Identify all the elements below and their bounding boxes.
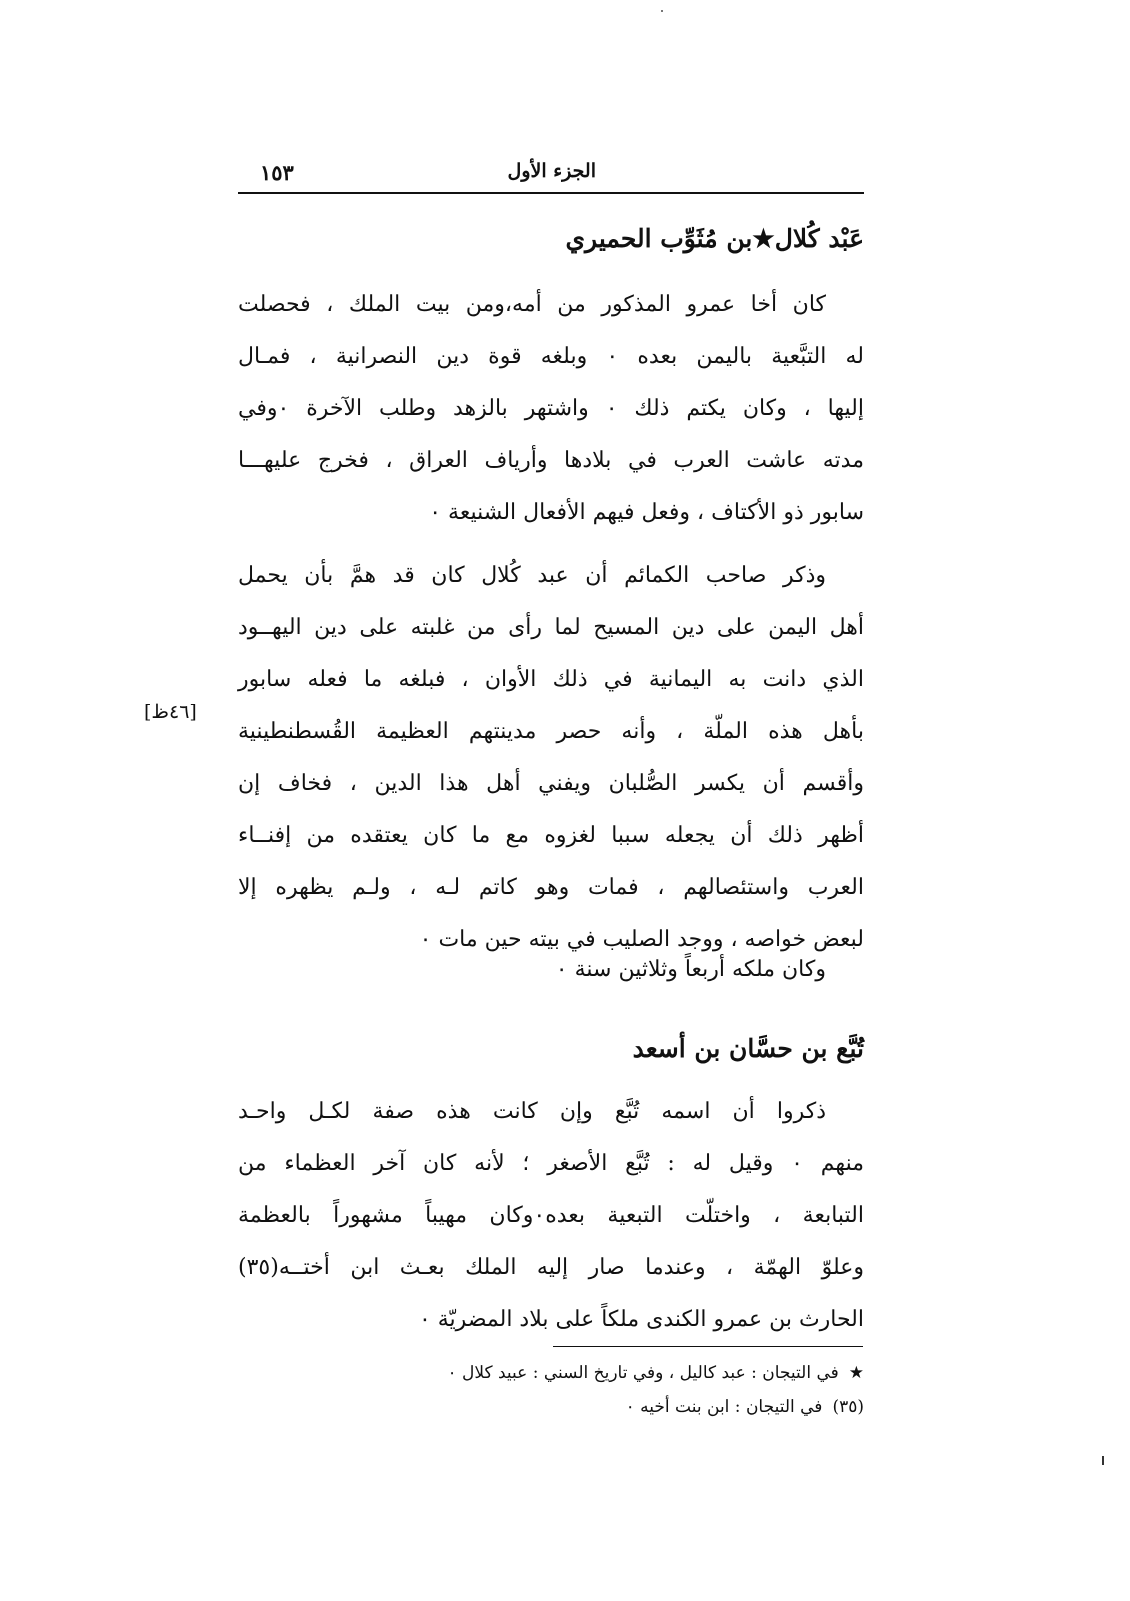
text-line: وعلوّ الهمّة ، وعندما صار إليه الملك بعـث ابن أختــه(٣٥) [238, 1255, 864, 1280]
text-line: أظهر ذلك أن يجعله سببا لغزوه مع ما كان يعتقده من إفنــاء [238, 823, 864, 848]
text-line: لبعض خواصه ، ووجد الصليب في بيته حين مات ٠ [419, 927, 864, 952]
text-line: منهم ٠ وقيل له : تُبَّع الأصغر ؛ لأنه كان آخر العظماء من [238, 1151, 864, 1176]
footnote-separator [553, 1346, 863, 1347]
page-number: ١٥٣ [260, 160, 294, 185]
text-line: وكان ملكه أربعاً وثلاثين سنة ٠ [555, 957, 826, 982]
footnote [238, 1390, 864, 1424]
paragraph [238, 944, 864, 996]
manuscript-folio-marker: [٤٦ظ] [144, 701, 197, 723]
text-line: الذي دانت به اليمانية في ذلك الأوان ، فبلغه ما فعله سابور [238, 667, 864, 692]
scan-speck [661, 10, 663, 12]
footnote-mark: (٣٥) [832, 1397, 864, 1417]
text-line: سابور ذو الأكتاف ، وفعل فيهم الأفعال الشنيعة ٠ [429, 500, 864, 525]
text-line: ذكروا أن اسمه تُبَّع وإن كانت هذه صفة لكـل واحـد [238, 1099, 826, 1124]
paragraph [238, 550, 864, 966]
footnotes [238, 1356, 864, 1424]
text-line: الحارث بن عمرو الكندى ملكاً على بلاد المضريّة ٠ [418, 1307, 864, 1332]
paragraph [238, 279, 864, 539]
footnote-text: في التيجان : عبد كاليل ، وفي تاريخ السني : عبيد كلال ٠ [447, 1363, 839, 1383]
running-header [238, 160, 864, 194]
text-line: العرب واستئصالهم ، فمات وهو كاتم لـه ، ولـم يظهره إلا [238, 875, 864, 900]
text-line: أهل اليمن على دين المسيح لما رأى من غلبته على دين اليهــود [238, 615, 864, 640]
text-line: وأقسم أن يكسر الصُّلبان ويفني أهل هذا الدين ، فخاف إن [238, 771, 864, 796]
footnote-text: في التيجان : ابن بنت أخيه ٠ [625, 1397, 823, 1417]
text-line: له التبَّعية باليمن بعده ٠ وبلغه قوة دين النصرانية ، فمـال [238, 344, 865, 369]
section-heading-abd-kulal: عَبْد كُلال★بن مُثَوِّب الحميري [565, 224, 864, 253]
section-heading-tubba: تُبَّع بن حسَّان بن أسعد [632, 1034, 864, 1063]
text-line: إليها ، وكان يكتم ذلك ٠ واشتهر بالزهد وطلب الآخرة ٠وفي [238, 396, 864, 421]
running-title: الجزء الأول [507, 160, 596, 182]
footnote [238, 1356, 864, 1390]
text-line: مدته عاشت العرب في بلادها وأرياف العراق ، فخرج عليهـــا [238, 448, 864, 473]
footnote-mark: ★ [848, 1363, 864, 1383]
scan-speck [1102, 1456, 1104, 1465]
paragraph [238, 1086, 864, 1346]
text-line: كان أخا عمرو المذكور من أمه،ومن بيت الملك ، فحصلت [238, 292, 826, 317]
text-line: التبابعة ، واختلّت التبعية بعده٠وكان مهيباً مشهوراً بالعظمة [238, 1203, 865, 1228]
text-line: بأهل هذه الملّة ، وأنه حصر مدينتهم العظيمة القُسطنطينية [238, 719, 864, 744]
text-line: وذكر صاحب الكمائم أن عبد كُلال كان قد همَّ بأن يحمل [238, 563, 826, 588]
